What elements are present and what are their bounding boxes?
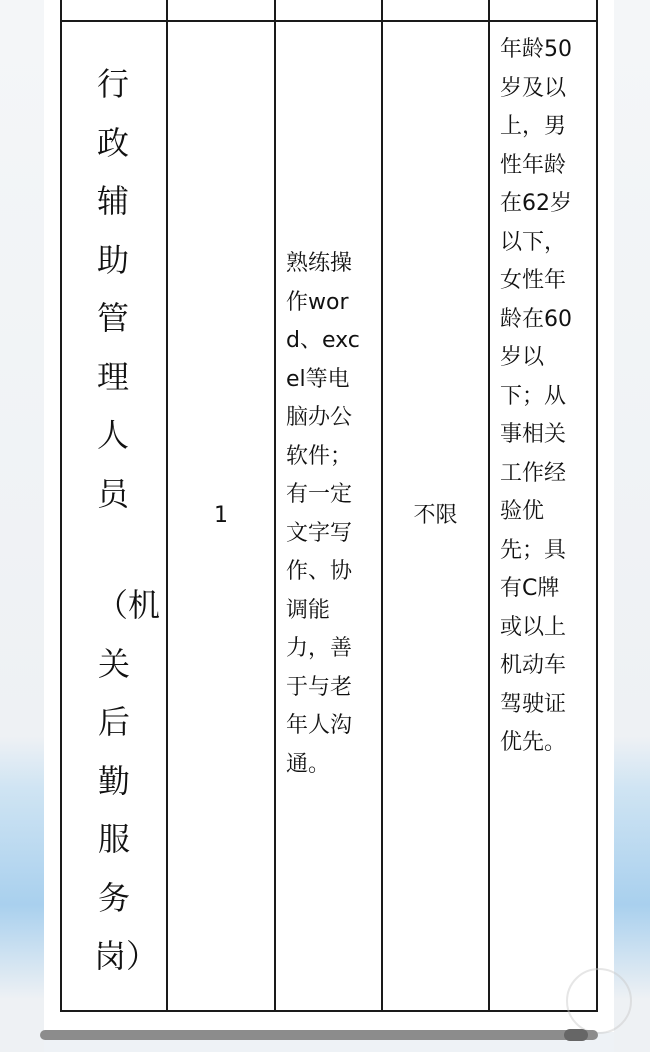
skills-line: 脑办公 [286, 405, 353, 430]
skills-line: 软件； [286, 443, 353, 469]
table-border-right [596, 0, 598, 1012]
requirements-line: 女性年 [500, 268, 567, 293]
position-name-cell [90, 55, 136, 523]
requirements-line: 优先。 [500, 730, 567, 755]
position-name-char: 理 [96, 357, 129, 396]
department-char: （机 [96, 586, 161, 624]
requirements-line: 驾驶证 [500, 691, 567, 717]
department-char: 服 [98, 820, 131, 858]
horizontal-scrollbar[interactable] [40, 1030, 598, 1040]
skills-line: d、exc [286, 328, 360, 353]
requirements-line: 下；从 [500, 383, 567, 409]
skills-line: 年人沟 [286, 713, 353, 738]
requirements-line: 验优 [500, 499, 545, 524]
requirements-line: 岁及以 [500, 75, 567, 101]
requirements-line: 机动车 [500, 653, 567, 678]
skills-line: el等电 [286, 366, 350, 392]
watermark-logo [566, 968, 632, 1034]
scrollbar-thumb[interactable] [564, 1029, 588, 1041]
column-divider-4 [488, 0, 490, 1012]
department-char: 务 [98, 878, 131, 917]
skills-line: 熟练操 [286, 251, 353, 276]
education-cell: 不限 [413, 503, 458, 528]
position-department-cell [94, 576, 161, 986]
requirements-line: 先；具 [500, 537, 567, 563]
position-name-char: 助 [96, 240, 129, 279]
left-background [0, 0, 44, 1052]
position-name-char: 行 [96, 65, 129, 103]
requirements-cell [500, 31, 594, 763]
requirements-line: 工作经 [500, 460, 567, 486]
skills-line: 文字写 [286, 520, 353, 546]
requirements-line: 事相关 [500, 422, 567, 447]
requirements-line: 以下， [500, 229, 567, 255]
right-background [614, 0, 650, 1052]
row-divider-top [60, 20, 598, 22]
requirements-line: 岁以 [500, 345, 545, 370]
requirements-line: 在62岁 [500, 191, 572, 216]
skills-line: 作、协 [286, 559, 353, 584]
column-divider-2 [274, 0, 276, 1012]
row-divider-bottom [60, 1010, 598, 1012]
position-name-char: 人 [96, 416, 129, 454]
position-name-char: 辅 [96, 182, 129, 220]
requirements-line: 龄在60 [500, 306, 572, 332]
requirements-line: 或以上 [500, 614, 567, 640]
skills-line: 于与老 [286, 674, 353, 700]
department-char: 关 [98, 644, 131, 683]
department-char: 勤 [98, 761, 131, 800]
department-char: 后 [98, 703, 131, 741]
requirements-line: 有C牌 [500, 576, 560, 601]
position-name-char: 员 [96, 474, 129, 513]
skills-line: 有一定 [286, 482, 353, 507]
requirements-line: 性年龄 [500, 152, 567, 178]
position-name-char: 管 [96, 299, 129, 337]
skills-line: 通。 [286, 751, 331, 777]
department-char: 岗） [94, 937, 159, 975]
position-name-char: 政 [96, 123, 129, 162]
quota-cell: 1 [214, 503, 228, 528]
requirements-line: 年龄50 [500, 37, 572, 62]
table-border-left [60, 0, 62, 1012]
skills-cell [286, 245, 376, 784]
requirements-line: 上，男 [500, 114, 567, 139]
skills-line: 作wor [286, 289, 349, 315]
skills-line: 力，善 [286, 636, 353, 661]
skills-line: 调能 [286, 597, 331, 623]
